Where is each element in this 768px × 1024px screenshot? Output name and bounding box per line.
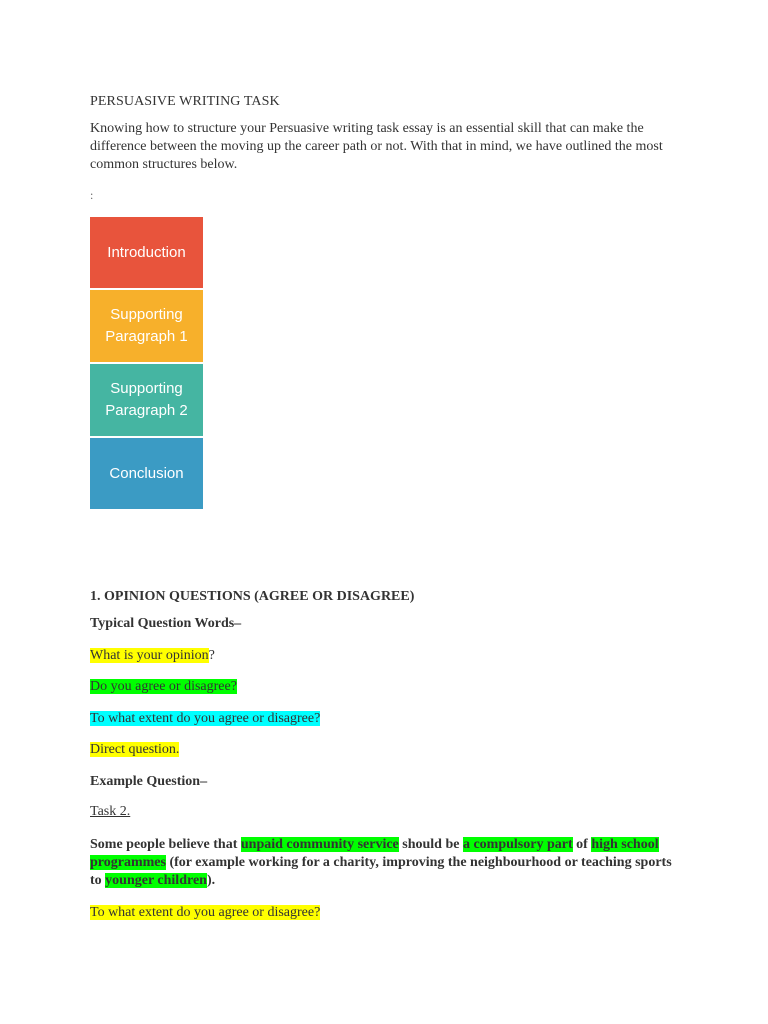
highlight-text: What is your opinion (90, 648, 209, 663)
highlight-text: Do you agree or disagree? (90, 679, 237, 694)
essay-structure-diagram (90, 217, 203, 509)
highlight-text: To what extent do you agree or disagree? (90, 905, 321, 920)
plain-text: ? (208, 648, 215, 663)
question-word-1 (90, 648, 215, 664)
question-word-2 (90, 679, 237, 695)
highlight-text: high school programmes (90, 837, 659, 870)
plain-text: Some people believe that (90, 837, 241, 852)
colon-mark: : (90, 188, 94, 202)
example-question (90, 836, 680, 890)
structure-block-label: Supporting Paragraph 2 (105, 380, 188, 419)
plain-text: ). (206, 873, 216, 888)
highlight-text: unpaid community service (240, 837, 399, 852)
structure-block-supporting-1 (90, 290, 203, 364)
structure-block-supporting-2 (90, 364, 203, 438)
highlight-text: a compulsory part (462, 837, 573, 852)
typical-words-label: Typical Question Words– (90, 616, 242, 631)
intro-paragraph: Knowing how to structure your Persuasive writing task essay is an essential skill that can make the difference between the moving up the career path or not. With that in mind, we have outlined the most common structures below. (90, 121, 663, 172)
highlight-text: To what extent do you agree or disagree? (90, 711, 321, 726)
final-question (90, 905, 320, 921)
task-label: Task 2. (90, 804, 131, 819)
highlight-text: Direct question. (90, 742, 180, 757)
plain-text: (for example working for a charity, improving the neighbourhood or teaching sports to (90, 855, 672, 888)
structure-block-label: Supporting Paragraph 1 (105, 306, 188, 345)
question-word-4 (90, 742, 179, 758)
plain-text: of (572, 837, 592, 852)
page-title: PERSUASIVE WRITING TASK (90, 94, 280, 109)
structure-block-conclusion: Conclusion (90, 438, 203, 509)
structure-block-introduction: Introduction (90, 217, 203, 290)
highlight-text: younger children (105, 873, 207, 888)
example-label: Example Question– (90, 774, 208, 789)
section-heading: 1. OPINION QUESTIONS (AGREE OR DISAGREE) (90, 589, 415, 604)
plain-text: should be (398, 837, 463, 852)
question-word-3 (90, 711, 320, 727)
